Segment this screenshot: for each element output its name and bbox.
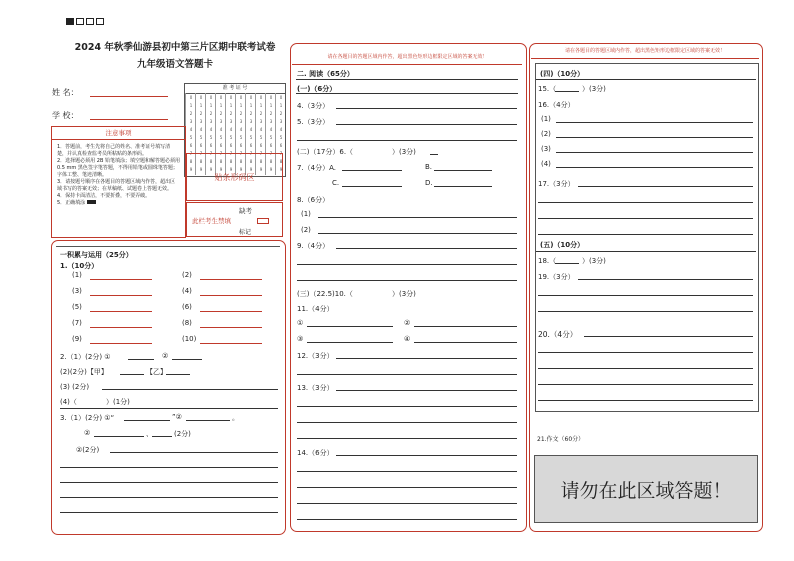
q1-answer-line[interactable]	[90, 279, 152, 280]
code-digit[interactable]: 2	[189, 111, 193, 116]
warning-text: 请在各题目的答题区域内作答，超出黑色矩形边框限定区域的答案无效！	[327, 54, 488, 60]
code-digit[interactable]: 6	[209, 143, 213, 148]
code-digit[interactable]: 1	[269, 103, 273, 108]
code-digit[interactable]: 9	[229, 167, 233, 172]
code-digit[interactable]: 3	[249, 119, 253, 124]
q2-4a-label: (4)（	[60, 398, 77, 406]
code-digit[interactable]: 2	[249, 111, 253, 116]
q16-item-label: (4)	[541, 160, 551, 168]
q16-answer-line[interactable]	[556, 137, 753, 138]
code-digit[interactable]: 6	[219, 143, 223, 148]
absent-title: 缺考	[239, 207, 252, 215]
q16-item-label: (3)	[541, 145, 551, 153]
code-digit[interactable]: 4	[219, 127, 223, 132]
q3-2-label: ②	[84, 429, 91, 437]
code-digit[interactable]: 0	[209, 95, 213, 100]
code-digit[interactable]: 0	[249, 95, 253, 100]
q7d-label: D.	[425, 179, 433, 187]
q3-1c-label: 。	[232, 414, 239, 422]
q9-label: 9.（4分）	[297, 242, 330, 250]
code-digit[interactable]: 7	[249, 151, 253, 156]
code-digit[interactable]: 3	[259, 119, 263, 124]
code-digit[interactable]: 5	[259, 135, 263, 140]
code-digit[interactable]: 9	[219, 167, 223, 172]
code-digit[interactable]: 4	[199, 127, 203, 132]
warning-text-2: 请在各题目的答题区域内作答，超出黑色矩形边框限定区域的答案无效！	[564, 48, 725, 54]
code-digit[interactable]: 2	[269, 111, 273, 116]
circle-4: ④	[404, 335, 411, 343]
q8-1-label: (1)	[301, 210, 311, 218]
q21-label: 21.作文（60分）	[537, 436, 585, 443]
code-digit[interactable]: 1	[279, 103, 283, 108]
q3-1-label: 3.（1）(2分) ①“	[60, 414, 115, 422]
q2-2-label: (2)(2分)【甲】	[60, 368, 108, 376]
q3-3-label: ②(2分)	[76, 446, 100, 454]
q15b-label: ）(3分)	[582, 85, 606, 93]
code-digit[interactable]: 1	[259, 103, 263, 108]
notes-title: 注意事项	[52, 127, 185, 140]
code-digit[interactable]: 1	[219, 103, 223, 108]
code-digit[interactable]: 5	[279, 135, 283, 140]
q1-answer-line[interactable]	[90, 311, 152, 312]
code-digit[interactable]: 7	[239, 151, 243, 156]
code-digit[interactable]: 8	[209, 159, 213, 164]
code-digit[interactable]: 8	[249, 159, 253, 164]
name-field[interactable]	[90, 96, 168, 97]
code-digit[interactable]: 8	[269, 159, 273, 164]
code-digit[interactable]: 8	[219, 159, 223, 164]
code-digit[interactable]: 2	[209, 111, 213, 116]
code-digit[interactable]: 1	[189, 103, 193, 108]
q3-1b-label: ”②	[172, 413, 182, 421]
q1-item-label: (10)	[182, 335, 197, 343]
code-digit[interactable]: 9	[199, 167, 203, 172]
code-digit[interactable]: 1	[199, 103, 203, 108]
code-digit[interactable]: 9	[189, 167, 193, 172]
code-digit[interactable]: 6	[269, 143, 273, 148]
page-marker	[66, 18, 106, 27]
code-digit[interactable]: 2	[239, 111, 243, 116]
q1-answer-line[interactable]	[200, 311, 262, 312]
code-digit[interactable]: 4	[189, 127, 193, 132]
code-digit[interactable]: 3	[279, 119, 283, 124]
code-digit[interactable]: 5	[239, 135, 243, 140]
q7b-label: B.	[425, 163, 433, 171]
code-digit[interactable]: 3	[269, 119, 273, 124]
q1-item-label: (6)	[182, 303, 192, 311]
code-digit[interactable]: 0	[279, 95, 283, 100]
q7c-label: C.	[332, 179, 340, 187]
q2-2b-label: 【乙】	[146, 368, 167, 376]
code-digit[interactable]: 0	[199, 95, 203, 100]
exam-number-header: 准 考 证 号	[185, 84, 285, 94]
code-digit[interactable]: 9	[259, 167, 263, 172]
q19-label: 19.（3分）	[538, 273, 575, 281]
code-digit[interactable]: 0	[269, 95, 273, 100]
q8-2-label: (2)	[301, 226, 311, 234]
q18a-label: 18.（	[538, 257, 557, 265]
q16-answer-line[interactable]	[556, 122, 753, 123]
no-answer-text: 请勿在此区域答题！	[560, 479, 732, 502]
card-title: 九年级语文答题卡	[136, 59, 213, 70]
code-digit[interactable]: 7	[269, 151, 273, 156]
code-digit[interactable]: 5	[229, 135, 233, 140]
code-digit[interactable]: 4	[279, 127, 283, 132]
circle-2: ②	[404, 319, 411, 327]
code-digit[interactable]: 1	[239, 103, 243, 108]
code-digit[interactable]: 6	[229, 143, 233, 148]
q4-label: 4.（3分）	[297, 102, 330, 110]
q16-label: 16.（4分）	[538, 101, 575, 109]
code-digit[interactable]: 6	[249, 143, 253, 148]
q18b-label: ）(3分)	[582, 257, 606, 265]
code-digit[interactable]: 8	[239, 159, 243, 164]
code-digit[interactable]: 0	[259, 95, 263, 100]
q1-item-label: (8)	[182, 319, 192, 327]
q17-label: 17.（3分）	[538, 180, 575, 188]
code-digit[interactable]: 0	[189, 95, 193, 100]
q8-label: 8.（6分）	[297, 196, 330, 204]
code-digit[interactable]: 1	[209, 103, 213, 108]
q16-answer-line[interactable]	[556, 152, 753, 153]
code-digit[interactable]: 5	[249, 135, 253, 140]
code-digit[interactable]: 6	[199, 143, 203, 148]
notes-box	[51, 126, 186, 238]
absent-box	[186, 202, 283, 237]
q2-1b-label: ②	[162, 352, 169, 360]
code-digit[interactable]: 4	[229, 127, 233, 132]
note-item: 2．选择题必须用 2B 铅笔填涂；填空题和解答题必须用 0.5 mm 黑色签字笔答题，不得用铅笔或圆珠笔答题；字体工整、笔迹清晰。	[57, 158, 180, 178]
part2b-label: ）(3分)	[392, 148, 416, 156]
circle-3: ③	[297, 335, 304, 343]
section3-answer-area	[535, 63, 759, 412]
q1-label: 1.（10分）	[60, 262, 99, 270]
q2-1-label: 2.（1）(2分) ①	[60, 353, 111, 361]
code-digit[interactable]: 6	[259, 143, 263, 148]
code-digit[interactable]: 2	[199, 111, 203, 116]
code-digit[interactable]: 8	[189, 159, 193, 164]
section1-title: 一积累与运用（25分）	[60, 251, 133, 259]
code-digit[interactable]: 9	[239, 167, 243, 172]
q5-label: 5.（3分）	[297, 118, 330, 126]
q14-label: 14.（6分）	[297, 449, 334, 457]
absent-checkbox[interactable]	[257, 218, 269, 224]
q1-answer-line[interactable]	[200, 327, 262, 328]
absent-mark: 标记	[239, 229, 252, 236]
q15a-label: 15.（	[538, 85, 557, 93]
code-digit[interactable]: 2	[219, 111, 223, 116]
q1-item-label: (4)	[182, 287, 192, 295]
section2-title: 二. 阅读（65分）	[297, 70, 354, 78]
q1-answer-line[interactable]	[90, 327, 152, 328]
fill-example-mark	[87, 200, 96, 204]
code-digit[interactable]: 0	[219, 95, 223, 100]
code-digit[interactable]: 9	[249, 167, 253, 172]
q12-label: 12.（3分）	[297, 352, 334, 360]
q16-answer-line[interactable]	[556, 167, 753, 168]
code-digit[interactable]: 4	[249, 127, 253, 132]
part4-title: (四)（10分）	[540, 70, 585, 78]
q1-answer-line[interactable]	[200, 343, 262, 344]
code-digit[interactable]: 7	[199, 151, 203, 156]
code-digit[interactable]: 6	[239, 143, 243, 148]
q1-item-label: (5)	[72, 303, 82, 311]
code-digit[interactable]: 0	[239, 95, 243, 100]
code-digit[interactable]: 8	[229, 159, 233, 164]
code-digit[interactable]: 1	[249, 103, 253, 108]
code-digit[interactable]: 7	[209, 151, 213, 156]
q7-label: 7.（4分）A.	[297, 164, 337, 172]
code-digit[interactable]: 7	[219, 151, 223, 156]
barcode-area	[186, 153, 283, 201]
part1-title: (一)（6分）	[297, 85, 337, 93]
q1-item-label: (2)	[182, 271, 192, 279]
code-digit[interactable]: 3	[229, 119, 233, 124]
barcode-label: 贴条形码区	[214, 172, 255, 182]
code-digit[interactable]: 2	[259, 111, 263, 116]
code-digit[interactable]: 5	[269, 135, 273, 140]
q2-4b-label: ）(1分)	[106, 398, 130, 406]
code-digit[interactable]: 7	[279, 151, 283, 156]
q11-label: 11.（4分）	[297, 305, 334, 313]
code-digit[interactable]: 3	[219, 119, 223, 124]
q2-3-label: (3) (2分)	[60, 383, 90, 391]
q20-label: 20.（4分）	[538, 330, 578, 339]
school-label: 学 校：	[52, 111, 79, 120]
code-digit[interactable]: 5	[199, 135, 203, 140]
code-digit[interactable]: 8	[199, 159, 203, 164]
absent-label: 此栏考生禁填	[192, 217, 231, 225]
code-digit[interactable]: 4	[259, 127, 263, 132]
code-digit[interactable]: 5	[189, 135, 193, 140]
code-digit[interactable]: 3	[239, 119, 243, 124]
no-answer-area	[534, 455, 758, 523]
code-digit[interactable]: 5	[219, 135, 223, 140]
code-digit[interactable]: 8	[259, 159, 263, 164]
code-digit[interactable]: 3	[189, 119, 193, 124]
q1-answer-line[interactable]	[200, 279, 262, 280]
q16-item-label: (2)	[541, 130, 551, 138]
part3-label: (三)（22.5)10.（	[297, 290, 353, 298]
code-digit[interactable]: 8	[279, 159, 283, 164]
name-label: 姓 名：	[52, 88, 79, 97]
note-item: 4．保持卡面清洁，不要折叠，不要弄破。	[57, 193, 151, 199]
q3-2c-label: (2分)	[174, 430, 191, 438]
code-digit[interactable]: 4	[209, 127, 213, 132]
code-digit[interactable]: 0	[229, 95, 233, 100]
code-digit[interactable]: 3	[209, 119, 213, 124]
code-digit[interactable]: 3	[199, 119, 203, 124]
code-digit[interactable]: 9	[209, 167, 213, 172]
part2-label: (二)（17分）6.（	[297, 148, 354, 156]
q1-item-label: (9)	[72, 335, 82, 343]
code-digit[interactable]: 2	[279, 111, 283, 116]
q13-label: 13.（3分）	[297, 384, 334, 392]
part3b-label: ）(3分)	[392, 290, 416, 298]
code-digit[interactable]: 4	[269, 127, 273, 132]
q1-answer-line[interactable]	[90, 295, 152, 296]
code-digit[interactable]: 4	[239, 127, 243, 132]
code-digit[interactable]: 9	[279, 167, 283, 172]
code-digit[interactable]: 7	[229, 151, 233, 156]
code-digit[interactable]: 6	[189, 143, 193, 148]
code-digit[interactable]: 7	[259, 151, 263, 156]
fill-example-label: 5．正确填涂	[57, 200, 86, 206]
q1-item-label: (7)	[72, 319, 82, 327]
note-item: 1．答题前，考生先将自己的姓名、准考证号填写清楚，并认真检查监考员所粘贴的条形码。	[57, 144, 171, 157]
q1-item-label: (1)	[72, 271, 82, 279]
q3-2b-label: 、	[146, 430, 153, 438]
note-item: 3．请按题号顺序在各题目的答题区域内作答，超出区域书写的答案无效；在草稿纸、试题卷上答题无效。	[57, 179, 176, 192]
code-digit[interactable]: 1	[229, 103, 233, 108]
school-field[interactable]	[90, 119, 168, 120]
q1-answer-line[interactable]	[90, 343, 152, 344]
q1-item-label: (3)	[72, 287, 82, 295]
q1-answer-line[interactable]	[200, 295, 262, 296]
part5-title: (五)（10分）	[540, 241, 585, 249]
code-digit[interactable]: 2	[229, 111, 233, 116]
exam-title: 2024 年秋季仙游县初中第三片区期中联考试卷	[74, 42, 276, 53]
code-digit[interactable]: 5	[209, 135, 213, 140]
code-digit[interactable]: 6	[279, 143, 283, 148]
code-digit[interactable]: 7	[189, 151, 193, 156]
code-digit[interactable]: 9	[269, 167, 273, 172]
q16-item-label: (1)	[541, 115, 551, 123]
circle-1: ①	[297, 319, 304, 327]
